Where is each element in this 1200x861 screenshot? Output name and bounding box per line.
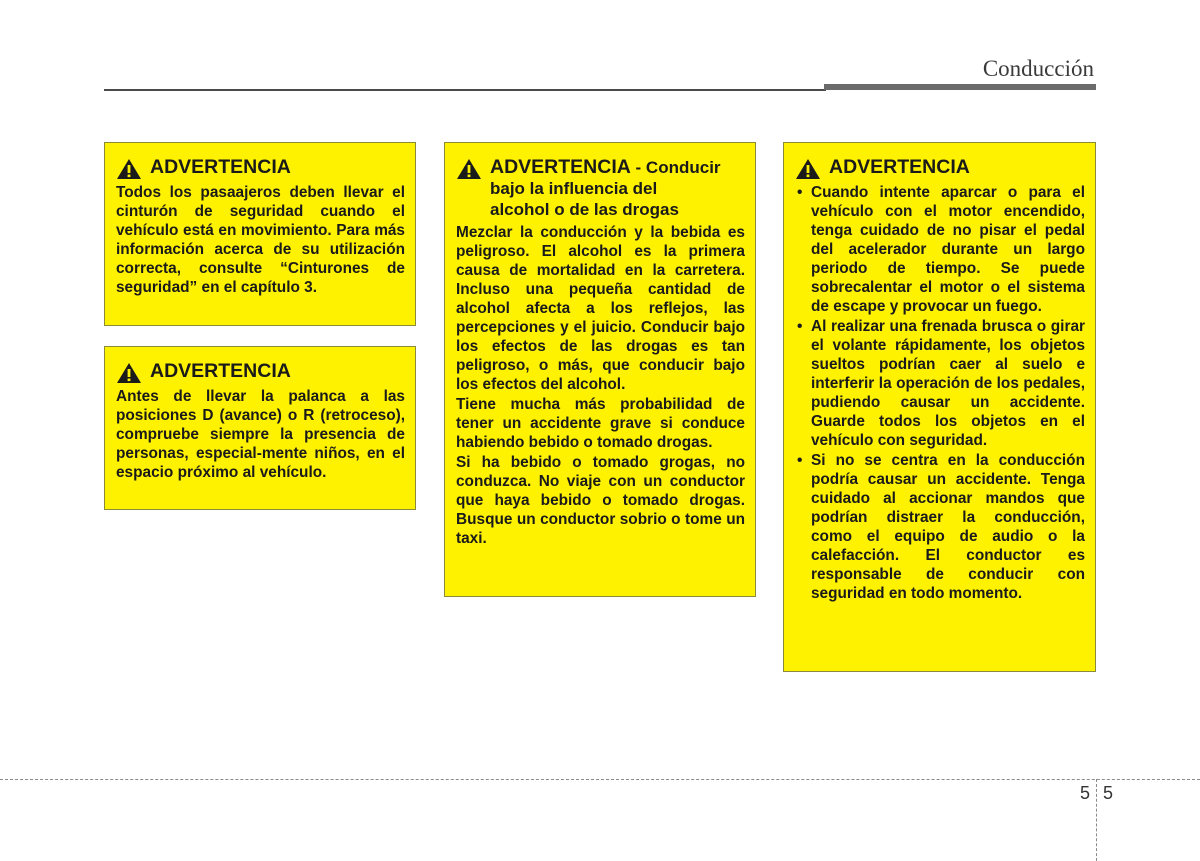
warning-title	[490, 157, 721, 220]
warning-bullet: • Cuando intente aparcar o para el vehículo con el motor encendido, tenga cuidado de no pisar el pedal del acelerador durante un largo periodo de tiempo. Se puede sobrecalentar el motor o el sistema de escape y provocar un fuego.	[795, 183, 1085, 316]
warning-bullet: • Al realizar una frenada brusca o girar el volante rápidamente, los objetos sueltos podrían caer al suelo e interferir la operación de los pedales, pudiendo causar un accidente. Guarde todos los objetos en el vehículo con seguridad.	[795, 317, 1085, 450]
warning-triangle-icon	[116, 158, 142, 180]
warning-paragraph: Todos los pasaajeros deben llevar el cinturón de seguridad cuando el vehículo está en movimiento. Para más información acerca de su utilización correcta, consulte “Cinturones de seguridad” en el capítulo 3.	[116, 184, 405, 296]
warning-title-main: ADVERTENCIA	[490, 156, 631, 178]
warning-title: ADVERTENCIA	[829, 156, 970, 178]
warning-title: ADVERTENCIA	[150, 156, 291, 178]
warning-bullet: • Si no se centra en la conducción podría causar un accidente. Tenga cuidado al accionar mandos que podrían distraer la conducción, como el equipo de audio o la calefacción. El conductor es responsable de conducir con seguridad en todo momento.	[795, 451, 1085, 603]
warning-title-suffix: - Conducir	[635, 158, 721, 177]
warning-header	[795, 157, 1085, 180]
warning-subtitle-line1: bajo la influencia del	[490, 179, 658, 198]
warning-title: ADVERTENCIA	[150, 360, 291, 382]
header-rule-accent	[824, 84, 1096, 90]
warning-subtitle-line2: alcohol o de las drogas	[490, 200, 679, 219]
warning-bullet-list	[795, 183, 1085, 603]
warning-triangle-icon	[795, 158, 821, 180]
warning-paragraph: Tiene mucha más probabilidad de tener un accidente grave si conduce habiendo bebido o tomado drogas.	[456, 396, 745, 451]
section-title: Conducción	[982, 56, 1094, 81]
warning-text	[116, 387, 405, 482]
warning-triangle-icon	[456, 158, 482, 180]
chapter-number: 5	[1080, 783, 1091, 803]
warning-header	[456, 157, 745, 220]
page-number: 5	[1103, 783, 1114, 803]
warning-text	[116, 183, 405, 297]
warning-text	[795, 183, 1085, 603]
warning-text	[456, 223, 745, 548]
warning-box-seatbelt	[104, 142, 416, 326]
warning-header	[116, 361, 405, 384]
warning-paragraph: Antes de llevar la palanca a las posiciones D (avance) o R (retroceso), compruebe siempre la presencia de personas, especial-mente niños, en el espacio próximo al vehículo.	[116, 388, 405, 481]
warning-box-gear-lever	[104, 346, 416, 510]
footer-rule	[0, 779, 1200, 780]
warning-paragraph: Si ha bebido o tomado grogas, no conduzca. No viaje con un conductor que haya bebido o tomado drogas. Busque un conductor sobrio o tome un taxi.	[456, 454, 745, 547]
warning-header	[116, 157, 405, 180]
footer-divider	[1096, 779, 1097, 861]
warning-box-general	[783, 142, 1096, 672]
warning-box-alcohol	[444, 142, 756, 597]
warning-paragraph: Mezclar la conducción y la bebida es peligroso. El alcohol es la primera causa de mortalidad en la carretera. Incluso una pequeña cantidad de alcohol afecta a los reflejos, las percepciones y el juicio. Conducir bajo los efectos de las drogas es tan peligroso, o más, que conducir bajo los efectos del alcohol.	[456, 224, 745, 393]
header-rule	[104, 89, 826, 91]
warning-triangle-icon	[116, 362, 142, 384]
